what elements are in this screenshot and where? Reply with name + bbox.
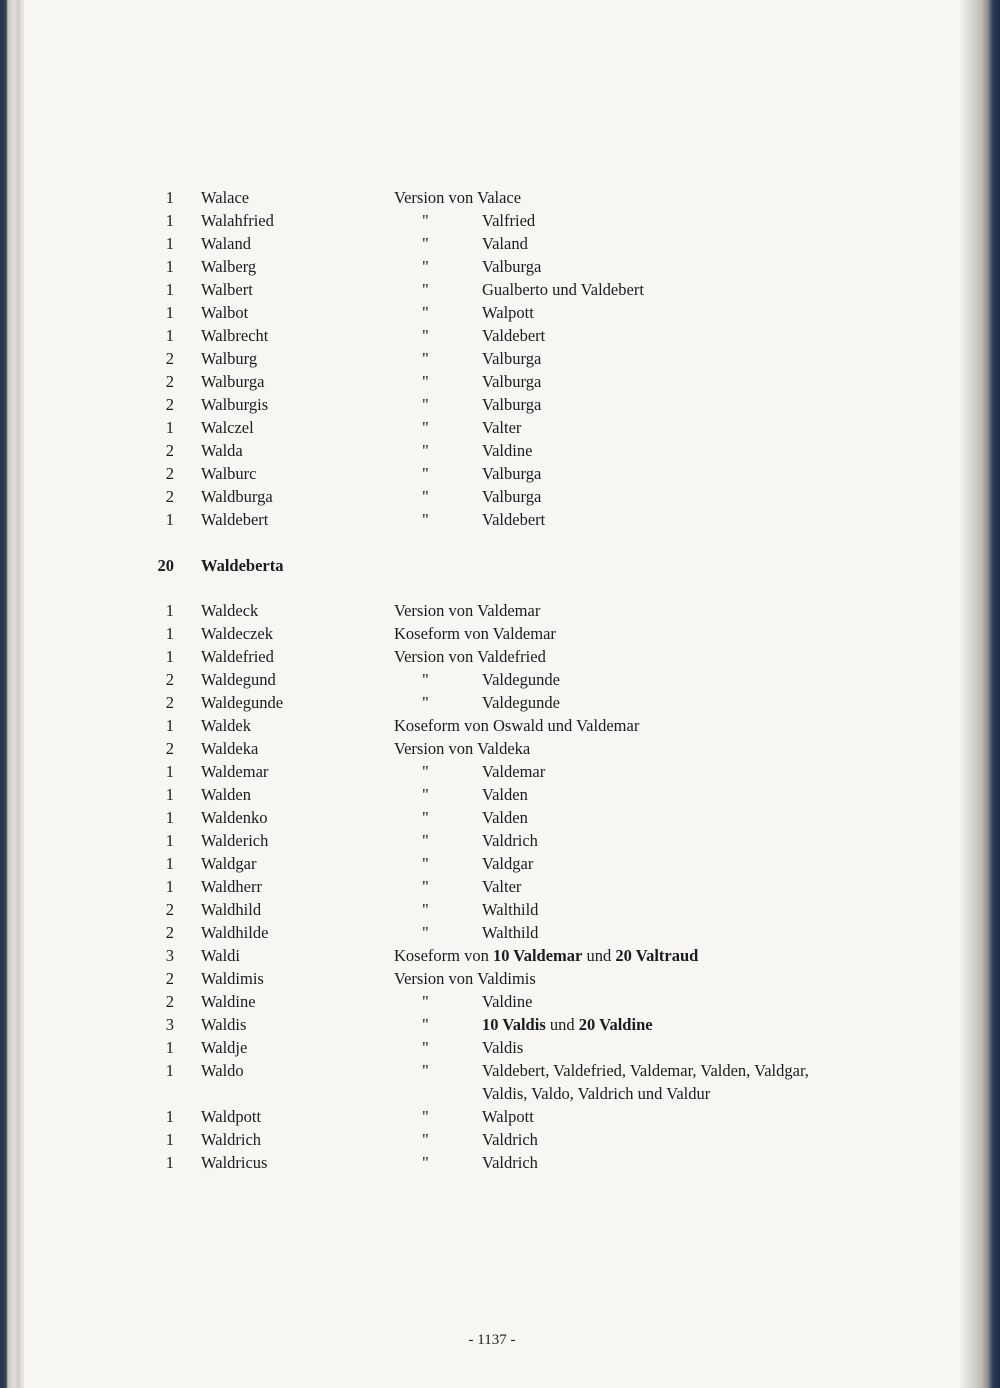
entry-reference: Valdebert — [482, 326, 546, 345]
entry-reference: Valdis — [482, 1038, 524, 1057]
entry-name: Waldeberta — [201, 556, 284, 575]
list-item — [24, 992, 960, 1014]
entry-count: 1 — [165, 762, 174, 781]
ditto-mark: " — [422, 1038, 429, 1057]
list-item — [24, 670, 960, 692]
ditto-mark: " — [422, 372, 429, 391]
entry-origin: Version von Valdeka — [394, 739, 531, 758]
list-item — [24, 1153, 960, 1175]
entry-count: 3 — [165, 1015, 174, 1034]
entry-origin: Version von Valdefried — [394, 647, 546, 666]
book-page — [24, 0, 960, 1388]
list-item — [24, 785, 960, 807]
ditto-mark: " — [422, 280, 429, 299]
entry-count: 1 — [165, 234, 174, 253]
ditto-mark: " — [422, 395, 429, 414]
entry-count: 1 — [165, 808, 174, 827]
list-item — [24, 556, 960, 578]
ditto-mark: " — [422, 1107, 429, 1126]
ditto-mark: " — [422, 257, 429, 276]
entry-reference: Valdegunde — [482, 693, 560, 712]
ditto-mark: " — [422, 670, 429, 689]
entry-name: Waldebert — [201, 510, 269, 529]
list-item — [24, 1038, 960, 1060]
ditto-mark: " — [422, 211, 429, 230]
entry-name: Waldi — [201, 946, 240, 965]
entry-name: Walczel — [201, 418, 254, 437]
list-item — [24, 923, 960, 945]
ditto-mark: " — [422, 418, 429, 437]
entry-name: Walderich — [201, 831, 269, 850]
list-item — [24, 326, 960, 348]
list-item — [24, 900, 960, 922]
entry-reference: Valden — [482, 808, 528, 827]
entry-reference: Valdrich — [482, 1130, 538, 1149]
list-item — [24, 303, 960, 325]
entry-name: Walahfried — [201, 211, 274, 230]
entry-count: 1 — [165, 326, 174, 345]
entry-reference: Walpott — [482, 1107, 534, 1126]
entry-count: 1 — [165, 877, 174, 896]
entry-name: Waldhilde — [201, 923, 269, 942]
entry-reference: Valburga — [482, 464, 542, 483]
list-item — [24, 464, 960, 486]
list-item — [24, 211, 960, 233]
entry-reference: Valburga — [482, 349, 542, 368]
ditto-mark: " — [422, 900, 429, 919]
entry-reference: Valdrich — [482, 1153, 538, 1172]
entry-count: 1 — [165, 647, 174, 666]
entry-name: Waldje — [201, 1038, 248, 1057]
list-item — [24, 188, 960, 210]
entry-reference-continuation: Valdis, Valdo, Valdrich und Valdur — [482, 1084, 711, 1103]
entry-reference: Valdebert — [482, 510, 546, 529]
entry-count: 2 — [165, 349, 174, 368]
entry-count: 2 — [165, 693, 174, 712]
entry-count: 1 — [165, 716, 174, 735]
ditto-mark: " — [422, 785, 429, 804]
list-item — [24, 624, 960, 646]
list-item — [24, 716, 960, 738]
entry-count: 1 — [165, 1107, 174, 1126]
ditto-mark: " — [422, 349, 429, 368]
entry-count: 20 — [157, 556, 174, 575]
list-item — [24, 946, 960, 968]
entry-origin: Version von Valace — [394, 188, 522, 207]
entry-name: Waldeczek — [201, 624, 273, 643]
entry-name: Waldherr — [201, 877, 262, 896]
entry-count: 1 — [165, 624, 174, 643]
entry-name: Walburgis — [201, 395, 269, 414]
ditto-mark: " — [422, 992, 429, 1011]
entry-count: 1 — [165, 257, 174, 276]
list-item — [24, 831, 960, 853]
entry-name: Waldis — [201, 1015, 247, 1034]
ditto-mark: " — [422, 877, 429, 896]
book-binding-right — [960, 0, 1000, 1388]
entry-name: Waldenko — [201, 808, 268, 827]
ditto-mark: " — [422, 464, 429, 483]
entry-reference: Valfried — [482, 211, 536, 230]
entry-reference: 10 Valdis und 20 Valdine — [482, 1015, 653, 1034]
entry-reference: Valburga — [482, 257, 542, 276]
entry-name: Walburga — [201, 372, 265, 391]
entry-name: Waldburga — [201, 487, 273, 506]
entry-count: 1 — [165, 188, 174, 207]
entry-count: 1 — [165, 211, 174, 230]
ditto-mark: " — [422, 303, 429, 322]
entry-count: 2 — [165, 923, 174, 942]
list-item — [24, 1061, 960, 1083]
entry-count: 2 — [165, 487, 174, 506]
entry-name: Walburg — [201, 349, 258, 368]
entry-reference: Walthild — [482, 923, 539, 942]
entry-origin: Koseform von Oswald und Valdemar — [394, 716, 640, 735]
list-item — [24, 969, 960, 991]
entry-origin: Version von Valdemar — [394, 601, 541, 620]
entry-reference: Valdine — [482, 992, 533, 1011]
entry-name: Walbert — [201, 280, 253, 299]
list-item — [24, 280, 960, 302]
list-item — [24, 372, 960, 394]
ditto-mark: " — [422, 510, 429, 529]
entry-name: Waldeka — [201, 739, 259, 758]
list-item — [24, 349, 960, 371]
entry-reference: Valdgar — [482, 854, 534, 873]
entry-name: Waldemar — [201, 762, 269, 781]
entry-name: Walda — [201, 441, 243, 460]
entry-count: 1 — [165, 854, 174, 873]
book-binding-left — [0, 0, 24, 1388]
ditto-mark: " — [422, 693, 429, 712]
list-item — [24, 739, 960, 761]
list-item — [24, 418, 960, 440]
entry-name: Walbot — [201, 303, 249, 322]
ditto-mark: " — [422, 1061, 429, 1080]
entry-reference: Walpott — [482, 303, 534, 322]
entry-origin: Koseform von 10 Valdemar und 20 Valtraud — [394, 946, 699, 965]
entry-name: Walace — [201, 188, 250, 207]
page-number: - 1137 - — [468, 1332, 516, 1348]
entry-reference: Gualberto und Valdebert — [482, 280, 644, 299]
entry-name: Waland — [201, 234, 251, 253]
list-item — [24, 808, 960, 830]
list-item — [24, 510, 960, 532]
entry-count: 1 — [165, 280, 174, 299]
entry-name: Waldek — [201, 716, 251, 735]
entry-count: 2 — [165, 441, 174, 460]
ditto-mark: " — [422, 1153, 429, 1172]
entry-name: Walbrecht — [201, 326, 269, 345]
entry-name: Waldimis — [201, 969, 264, 988]
entry-origin: Koseform von Valdemar — [394, 624, 556, 643]
entry-reference: Valdine — [482, 441, 533, 460]
list-item — [24, 601, 960, 623]
entry-count: 2 — [165, 464, 174, 483]
entry-name: Waldo — [201, 1061, 244, 1080]
entry-count: 3 — [165, 946, 174, 965]
entry-count: 1 — [165, 785, 174, 804]
entry-count: 1 — [165, 303, 174, 322]
entry-reference: Valter — [482, 877, 522, 896]
entry-count: 2 — [165, 395, 174, 414]
entry-count: 1 — [165, 1038, 174, 1057]
list-item — [24, 877, 960, 899]
list-item — [24, 487, 960, 509]
entry-name: Waldefried — [201, 647, 274, 666]
list-item — [24, 1015, 960, 1037]
entry-name: Waldgar — [201, 854, 257, 873]
entry-reference: Valden — [482, 785, 528, 804]
entry-reference: Valdrich — [482, 831, 538, 850]
entry-count: 1 — [165, 1153, 174, 1172]
ditto-mark: " — [422, 487, 429, 506]
entry-count: 2 — [165, 372, 174, 391]
entry-name: Waldhild — [201, 900, 262, 919]
entry-name: Waldricus — [201, 1153, 268, 1172]
ditto-mark: " — [422, 831, 429, 850]
entry-name: Waldrich — [201, 1130, 262, 1149]
entry-reference: Valburga — [482, 395, 542, 414]
entry-reference: Valdegunde — [482, 670, 560, 689]
ditto-mark: " — [422, 923, 429, 942]
entry-name: Waldegunde — [201, 693, 284, 712]
ditto-mark: " — [422, 1015, 429, 1034]
entry-count: 2 — [165, 739, 174, 758]
entry-reference: Valter — [482, 418, 522, 437]
ditto-mark: " — [422, 441, 429, 460]
entry-name: Walburc — [201, 464, 257, 483]
entry-reference: Valdebert, Valdefried, Valdemar, Valden, Valdgar, — [482, 1061, 809, 1080]
list-item — [24, 693, 960, 715]
entry-name: Waldpott — [201, 1107, 262, 1126]
ditto-mark: " — [422, 326, 429, 345]
ditto-mark: " — [422, 1130, 429, 1149]
entry-name: Waldeck — [201, 601, 259, 620]
entry-reference: Valburga — [482, 487, 542, 506]
entry-count: 1 — [165, 1130, 174, 1149]
entry-count: 2 — [165, 670, 174, 689]
list-item — [24, 854, 960, 876]
ditto-mark: " — [422, 762, 429, 781]
entry-count: 2 — [165, 900, 174, 919]
entry-count: 1 — [165, 831, 174, 850]
list-item — [24, 441, 960, 463]
entry-origin: Version von Valdimis — [394, 969, 536, 988]
list-item — [24, 1107, 960, 1129]
entry-reference: Valburga — [482, 372, 542, 391]
ditto-mark: " — [422, 808, 429, 827]
entry-reference: Walthild — [482, 900, 539, 919]
entry-name: Waldegund — [201, 670, 276, 689]
entry-reference: Valand — [482, 234, 528, 253]
entry-count: 1 — [165, 601, 174, 620]
entry-count: 1 — [165, 1061, 174, 1080]
list-item — [24, 1130, 960, 1152]
entry-name: Walden — [201, 785, 251, 804]
list-item — [24, 395, 960, 417]
list-item — [24, 647, 960, 669]
list-item — [24, 762, 960, 784]
entry-reference: Valdemar — [482, 762, 546, 781]
list-item — [24, 257, 960, 279]
ditto-mark: " — [422, 234, 429, 253]
entry-count: 1 — [165, 510, 174, 529]
list-item — [24, 234, 960, 256]
entry-name: Walberg — [201, 257, 257, 276]
entry-name: Waldine — [201, 992, 256, 1011]
entry-count: 2 — [165, 992, 174, 1011]
ditto-mark: " — [422, 854, 429, 873]
entry-count: 1 — [165, 418, 174, 437]
entry-count: 2 — [165, 969, 174, 988]
